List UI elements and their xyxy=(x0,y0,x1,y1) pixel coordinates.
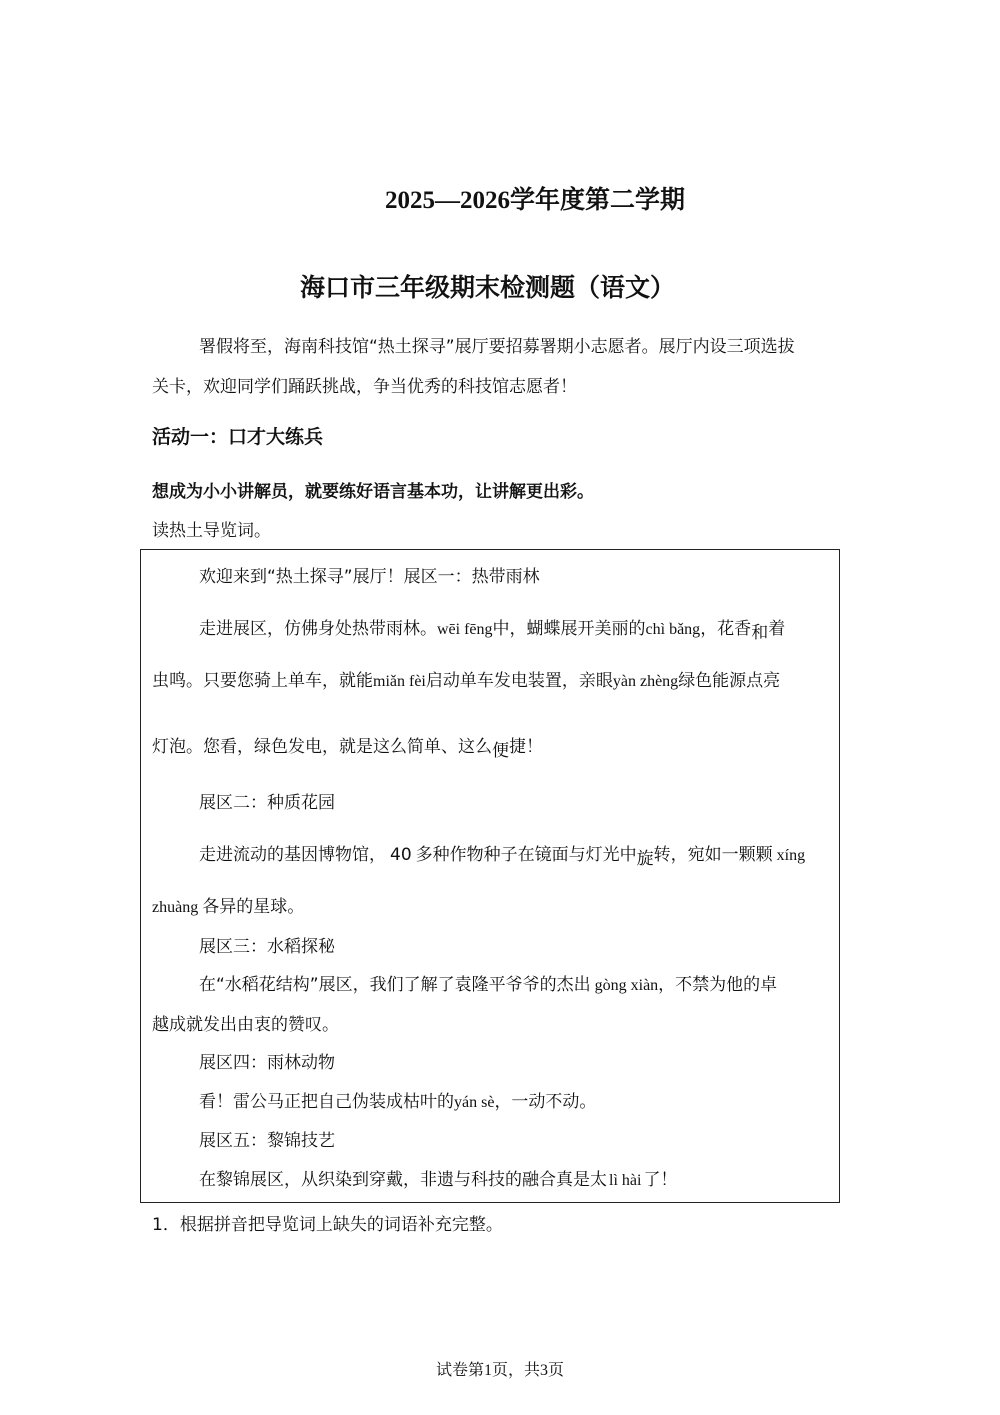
intro-line-2: 关卡，欢迎同学们踊跃挑战，争当优秀的科技馆志愿者！ xyxy=(152,377,577,397)
guide-text: 转，宛如一颗颗 xyxy=(653,845,773,865)
guide-text: 捷！ xyxy=(509,737,543,757)
guide-text: 各异的星球。 xyxy=(202,897,305,917)
guide-text: 着 xyxy=(768,619,786,639)
guide-line xyxy=(199,614,786,643)
guide-text: ，花香 xyxy=(700,619,752,639)
guide-text: 灯泡。您看，绿色发电，就是这么简单、这么 xyxy=(152,737,492,757)
guide-text: ，一动不动。 xyxy=(494,1092,597,1112)
polyphone-char: 便 xyxy=(492,741,509,761)
guide-line xyxy=(199,562,540,587)
guide-text: 绿色能源点亮 xyxy=(678,671,781,691)
guide-text: 欢迎来到“热土探寻”展厅！展区一：热带雨林 xyxy=(199,567,540,587)
guide-line xyxy=(152,1010,339,1035)
intro-line-1: 署假将至，海南科技馆“热土探寻”展厅要招募署期小志愿者。展厅内设三项选拔 xyxy=(199,337,795,357)
guide-line xyxy=(199,1087,596,1112)
pinyin-blank: yán sè xyxy=(454,1094,495,1111)
guide-text: 展区二：种质花园 xyxy=(199,793,335,813)
guide-text: 看！雷公马正把自己伪装成枯叶的 xyxy=(199,1092,454,1112)
guide-text: 展区五：黎锦技艺 xyxy=(199,1131,335,1151)
activity-instruction: 读热土导览词。 xyxy=(152,521,271,541)
zone-heading xyxy=(199,788,335,813)
activity-subtitle: 想成为小小讲解员，就要练好语言基本功，让讲解更出彩。 xyxy=(152,482,594,502)
pinyin-blank: zhuàng xyxy=(152,899,199,916)
pinyin-blank: yàn zhèng xyxy=(612,673,679,690)
guide-number: 40 xyxy=(390,845,412,865)
guide-text: 越成就发出由衷的赞叹。 xyxy=(152,1015,339,1035)
guide-text: 展区四：雨林动物 xyxy=(199,1053,335,1073)
guide-text: ，不禁为他的卓 xyxy=(658,975,778,995)
guide-text: 走进展区，仿佛身处热带雨林。 xyxy=(199,619,437,639)
guide-text: 在黎锦展区，从织染到穿戴，非遗与科技的融合真是太 xyxy=(199,1170,607,1190)
pinyin-blank: lì hài xyxy=(609,1172,642,1189)
polyphone-char: 和 xyxy=(751,623,769,643)
pinyin-blank: miǎn fèi xyxy=(373,673,426,690)
page-number-footer: 试卷第1页，共3页 xyxy=(435,1362,564,1379)
guide-text: 走进流动的基因博物馆， xyxy=(199,845,386,865)
guide-line xyxy=(199,1165,677,1190)
pinyin-blank: wēi fēng xyxy=(437,621,493,638)
guide-text: 展区三：水稻探秘 xyxy=(199,937,335,957)
guide-text: 多种作物种子在镜面与灯光中 xyxy=(415,845,637,865)
pinyin-blank: gòng xiàn xyxy=(594,977,659,994)
guide-line xyxy=(152,732,543,761)
polyphone-char: 旋 xyxy=(636,849,654,869)
exam-main-title: 海口市三年级期末检测题（语文） xyxy=(300,273,676,302)
guide-line xyxy=(152,666,780,691)
guide-line xyxy=(199,970,777,995)
guide-line xyxy=(199,840,806,869)
guide-text: 虫鸣。只要您骑上单车，就能 xyxy=(152,671,373,691)
guide-line xyxy=(152,892,304,917)
pinyin-blank: chì bǎng xyxy=(645,621,701,638)
zone-heading xyxy=(199,932,335,957)
exam-year-title: 2025—2026学年度第二学期 xyxy=(385,187,686,214)
guide-text: 了！ xyxy=(643,1170,678,1190)
zone-heading xyxy=(199,1126,335,1151)
activity-title: 活动一：口才大练兵 xyxy=(152,426,324,448)
guide-text: 启动单车发电装置，亲眼 xyxy=(425,671,613,691)
guide-text: 在“水稻花结构”展区，我们了解了袁隆平爷爷的杰出 xyxy=(199,975,591,995)
question-1: 1．根据拼音把导览词上缺失的词语补充完整。 xyxy=(152,1215,503,1235)
pinyin-blank: xíng xyxy=(776,847,806,864)
guide-text: 中，蝴蝶展开美丽的 xyxy=(492,619,646,639)
zone-heading xyxy=(199,1048,335,1073)
